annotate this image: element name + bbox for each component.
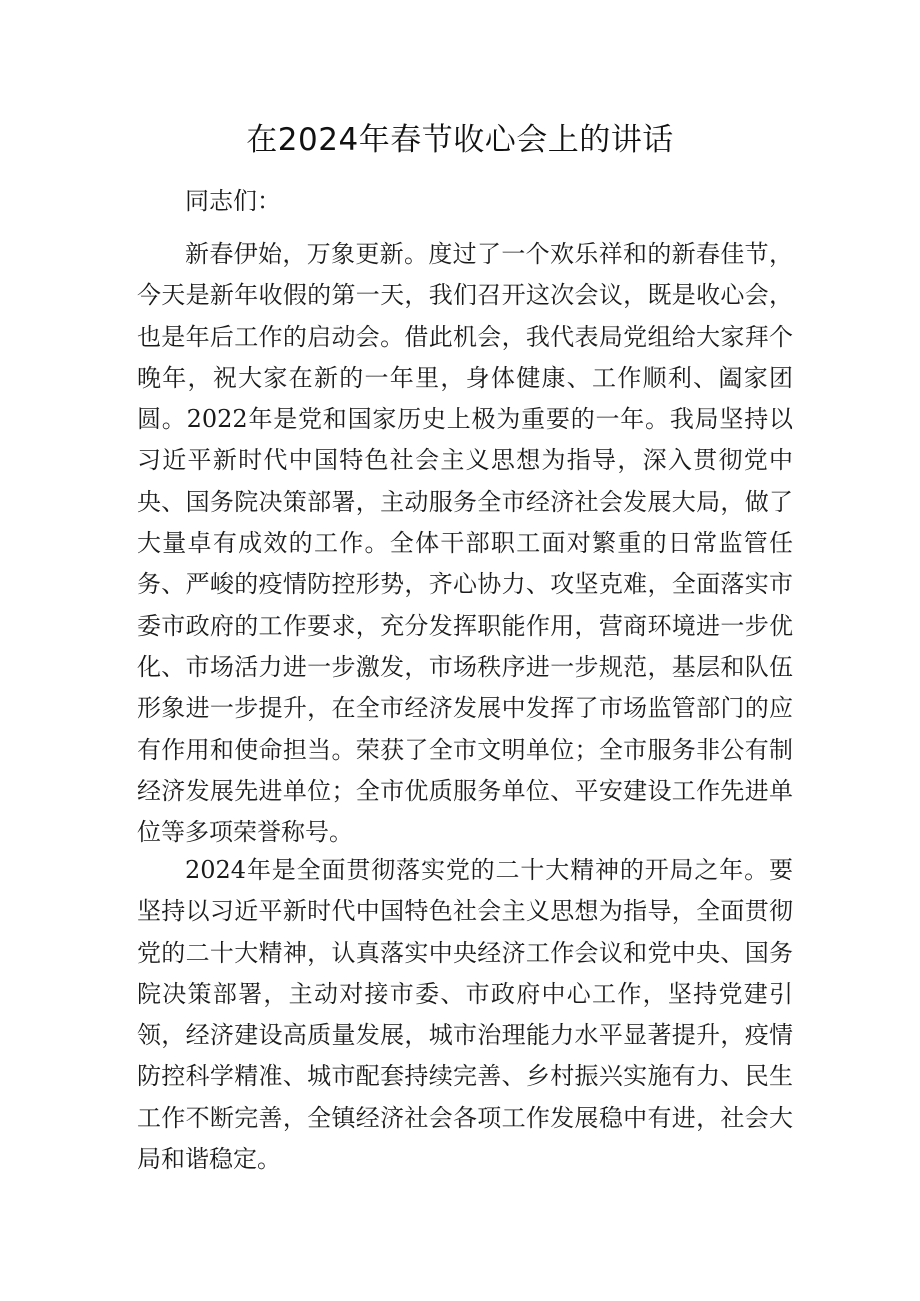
- document-title: 在2024年春节收心会上的讲话: [246, 122, 674, 158]
- salutation: 同志们：: [185, 187, 281, 215]
- paragraph-2: 2024年是全面贯彻落实党的二十大精神的开局之年。要坚持以习近平新时代中国特色社会主义思想为指导，全面贯彻党的二十大精神，认真落实中央经济工作会议和党中央、国务院决策部署，主动对接市委、市政府中心工作，坚持党建引领，经济建设高质量发展，城市治理能力水平显著提升，疫情防控科学精准、城市配套持续完善、乡村振兴实施有力、民生工作不断完善，全镇经济社会各项工作发展稳中有进，社会大局和谐稳定。: [137, 856, 793, 1174]
- paragraph-1: 新春伊始，万象更新。度过了一个欢乐祥和的新春佳节，今天是新年收假的第一天，我们召开这次会议，既是收心会，也是年后工作的启动会。借此机会，我代表局党组给大家拜个晚年，祝大家在新的一年里，身体健康、工作顺利、阖家团圆。2022年是党和国家历史上极为重要的一年。我局坚持以习近平新时代中国特色社会主义思想为指导，深入贯彻党中央、国务院决策部署，主动服务全市经济社会发展大局，做了大量卓有成效的工作。全体干部职工面对繁重的日常监管任务、严峻的疫情防控形势，齐心协力、攻坚克难，全面落实市委市政府的工作要求，充分发挥职能作用，营商环境进一步优化、市场活力进一步激发，市场秩序进一步规范，基层和队伍形象进一步提升，在全市经济发展中发挥了市场监管部门的应有作用和使命担当。荣获了全市文明单位；全市服务非公有制经济发展先进单位；全市优质服务单位、平安建设工作先进单位等多项荣誉称号。: [137, 240, 793, 847]
